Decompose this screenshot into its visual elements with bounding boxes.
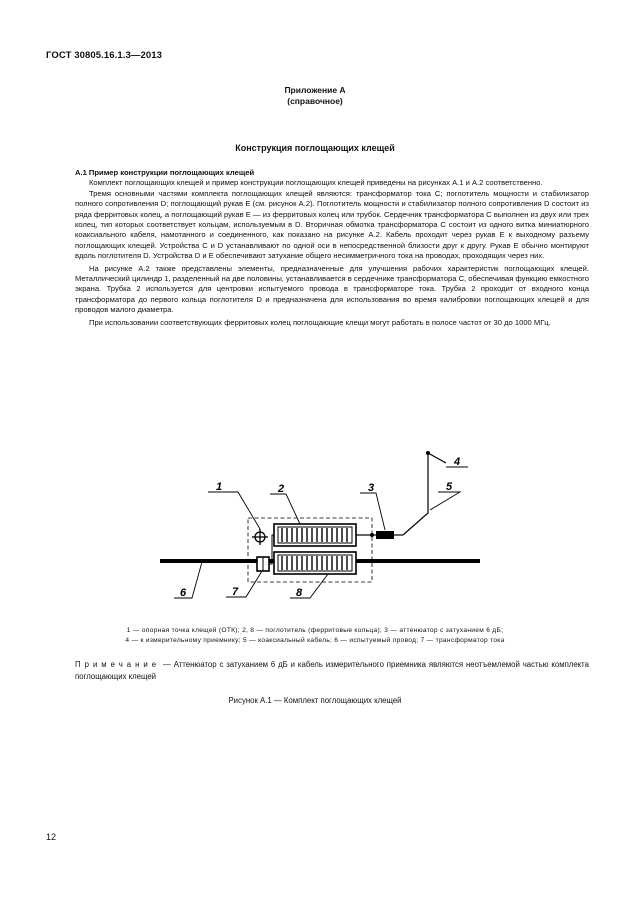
attenuator (376, 531, 394, 539)
callout-8: 8 (296, 587, 303, 599)
figure-note (75, 659, 589, 683)
subsection-heading: А.1 Пример конструкции поглощающих клещей (75, 168, 255, 177)
figure-legend-line-2: 4 — к измерительному приемнику; 5 — коаксиальный кабель; 6 — испытуемый провод; 7 — трансформатор тока (125, 637, 505, 644)
callout-1: 1 (216, 481, 223, 493)
note-text: — Аттенюатор с затуханием 6 дБ и кабель измерительного приемника являются неотъемлемой частью комплекта поглощающих клещей (75, 660, 589, 681)
figure-legend (0, 626, 630, 646)
callout-5: 5 (446, 481, 453, 493)
leader-1 (208, 492, 260, 529)
callout-6: 6 (180, 587, 187, 599)
callout-3: 3 (368, 482, 375, 494)
document-code: ГОСТ 30805.16.1.3—2013 (46, 50, 163, 61)
coax-cable (403, 454, 428, 535)
callout-2: 2 (278, 483, 285, 495)
appendix-title: Приложение А (284, 85, 346, 95)
leader-5 (430, 492, 460, 510)
body-text (75, 168, 589, 328)
section-heading: Конструкция поглощающих клещей (235, 143, 395, 153)
leader-6 (174, 562, 202, 598)
appendix-subtitle: (справочное) (287, 96, 343, 106)
note-label: Примечание (75, 660, 161, 669)
clamp-diagram (160, 440, 480, 610)
figure-title: Рисунок А.1 — Комплект поглощающих клещей (228, 696, 402, 705)
reference-point-symbol (252, 529, 268, 545)
callout-7: 7 (232, 586, 239, 598)
leader-2 (270, 494, 300, 524)
page-number: 12 (46, 832, 57, 842)
leader-3 (360, 493, 385, 530)
callout-4: 4 (454, 456, 461, 468)
paragraph-3: На рисунке А.2 также представлены элементы, предназначенные для улучшения рабочих характеристик поглощающих клещей. Металлический цилиндр 1, разделенный на две половины, устанавливается в сердечнике трансформатора C, обеспечивая функцию емкостного экрана. Трубка 2 используется для центровки испытуемого провода в трансформаторе тока. Трубка 2 проходит от входного конца трансформатора до первого кольца поглотителя D и предназначена для использования во время калибровки поглощающих клещей и для проводов малого диаметра. (75, 263, 589, 315)
paragraph-2: Тремя основными частями комплекта поглощающих клещей являются: трансформатор тока C; поглотитель мощности и стабилизатор полного сопротивления D; поглощающий рукав E (см. рисунок А.2). Поглотитель мощности и стабилизатор полного сопротивления D состоит из ряда ферритовых колец, а поглощающий рукав E — из ферритовых колец или трубок. Сердечник трансформатора C выполнен из двух или трех колец, тип которых соответствует кольцам, используемым в D. Вторичная обмотка трансформатора C состоит из одного витка миниатюрного коаксиального кабеля, намотанного и соединенного, как показано на рисунке А.2. Кабель проходит через рукав E к выходному разъему поглощающих клещей. Устройства C и D устанавливают по одной оси в непосредственной близости друг к другу. Рукав E обычно монтируют вдоль поглотителя D. Устройства D и E обеспечивают затухание общего несимметричного тока на проводах, проходящих через них. (75, 188, 589, 261)
figure-legend-line-1: 1 — опорная точка клещей (ОТК); 2, 8 — поглотитель (ферритовые кольца); 3 — аттенюатор с затуханием 6 дБ; (126, 627, 504, 634)
paragraph-4: При использовании соответствующих ферритовых колец поглощающие клещи могут работать в полосе частот от 30 до 1000 МГц. (89, 317, 551, 327)
paragraph-1: Комплект поглощающих клещей и пример конструкции поглощающих клещей приведены на рисунках А.1 и А.2 соответственно. (89, 178, 543, 188)
